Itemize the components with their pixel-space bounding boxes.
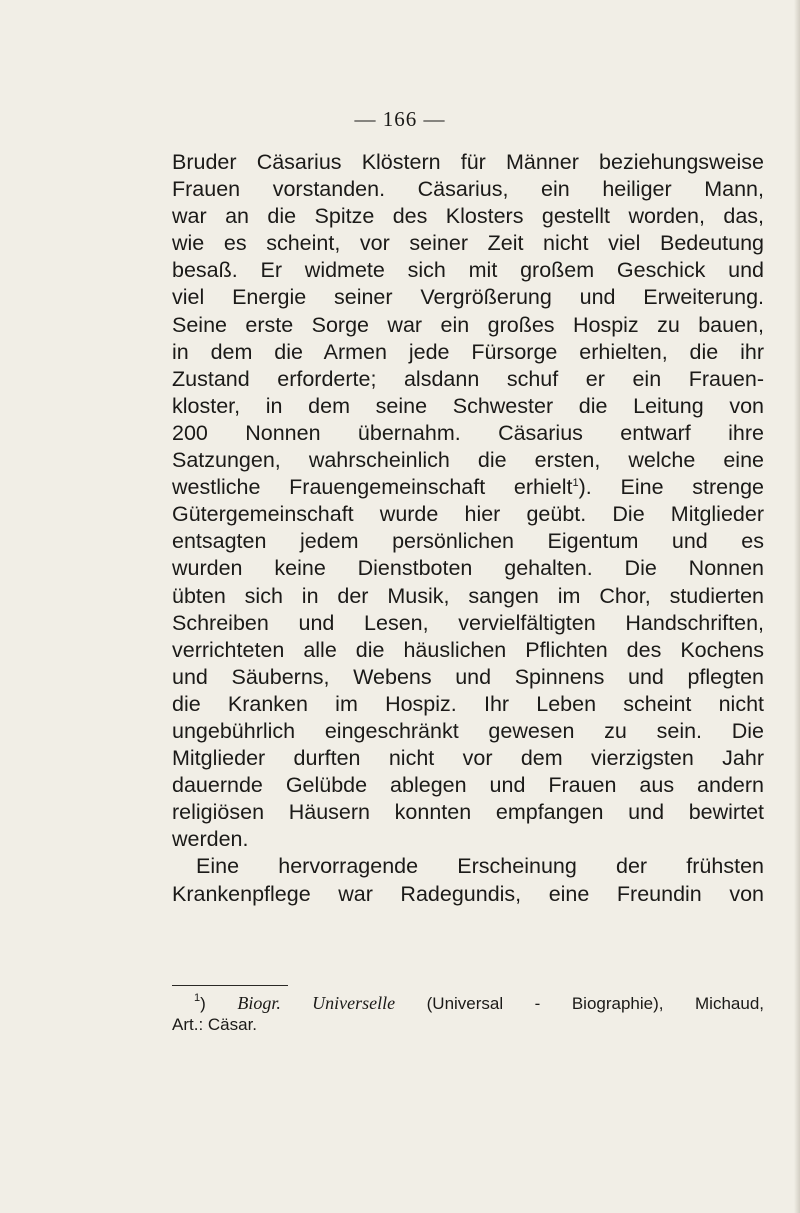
text-line: übten sich in der Musik, sangen im Chor, studierten bbox=[172, 583, 764, 608]
footnote-line: Art.: Cäsar. bbox=[172, 1015, 258, 1034]
text-line: Frauen vorstanden. Cäsarius, ein heiliger Mann, bbox=[172, 177, 764, 202]
footnote-title: Biogr. Universelle bbox=[237, 993, 396, 1013]
text-line: Satzungen, wahrscheinlich die ersten, welche eine bbox=[172, 448, 764, 473]
text-line: Mitglieder durften nicht vor dem vierzigsten Jahr bbox=[172, 746, 764, 771]
text-line: war an die Spitze des Klosters gestellt worden, das, bbox=[172, 204, 764, 229]
paragraph-start-line: Eine hervorragende Erscheinung der frühsten bbox=[196, 854, 764, 879]
page-edge-shadow bbox=[794, 0, 800, 1213]
text-line: ungebührlich eingeschränkt gewesen zu sein. Die bbox=[172, 718, 764, 743]
text-line: entsagten jedem persönlichen Eigentum und es bbox=[172, 529, 764, 554]
text-segment: ). Eine strenge bbox=[578, 475, 764, 500]
footnote-reference[interactable]: 1 bbox=[572, 477, 579, 490]
text-segment: westliche Frauengemeinschaft erhielt bbox=[172, 475, 573, 500]
text-line: die Kranken im Hospiz. Ihr Leben scheint nicht bbox=[172, 691, 764, 716]
text-line: 200 Nonnen übernahm. Cäsarius entwarf ihre bbox=[172, 420, 764, 445]
text-line: viel Energie seiner Vergrößerung und Erweiterung. bbox=[172, 285, 764, 310]
text-line: Bruder Cäsarius Klöstern für Männer beziehungsweise bbox=[172, 150, 764, 174]
text-line: Krankenpflege war Radegundis, eine Freundin von bbox=[172, 881, 764, 906]
footnote-divider bbox=[172, 985, 288, 986]
paragraph-end-line: werden. bbox=[172, 827, 249, 852]
text-line-with-footnote-ref bbox=[172, 474, 764, 501]
text-line: kloster, in dem seine Schwester die Leitung von bbox=[172, 393, 764, 418]
text-line: Gütergemeinschaft wurde hier geübt. Die Mitglieder bbox=[172, 502, 764, 527]
footnote-paren: ) bbox=[200, 994, 206, 1013]
text-line: Seine erste Sorge war ein großes Hospiz zu bauen, bbox=[172, 312, 764, 337]
text-line: und Säuberns, Webens und Spinnens und pflegten bbox=[172, 664, 764, 689]
text-line: Schreiben und Lesen, vervielfältigten Handschriften, bbox=[172, 610, 764, 635]
main-text bbox=[172, 149, 764, 908]
footnote-line bbox=[172, 992, 764, 1014]
footnote bbox=[172, 992, 764, 1036]
text-line: besaß. Er widmete sich mit großem Geschick und bbox=[172, 258, 764, 283]
footnote-marker: 1 bbox=[194, 992, 201, 1004]
text-line: dauernde Gelübde ablegen und Frauen aus andern bbox=[172, 773, 764, 798]
text-line: in dem die Armen jede Fürsorge erhielten, die ihr bbox=[172, 339, 764, 364]
text-line: religiösen Häusern konnten empfangen und bewirtet bbox=[172, 800, 764, 825]
text-line: verrichteten alle die häuslichen Pflichten des Kochens bbox=[172, 637, 764, 662]
page-number: — 166 — bbox=[354, 107, 446, 131]
text-line: wie es scheint, vor seiner Zeit nicht viel Bedeutung bbox=[172, 231, 764, 256]
text-line: wurden keine Dienstboten gehalten. Die Nonnen bbox=[172, 556, 764, 581]
footnote-text: (Universal - Biographie), Michaud, bbox=[395, 994, 765, 1013]
text-line: Zustand erforderte; alsdann schuf er ein Frauen- bbox=[172, 366, 764, 391]
